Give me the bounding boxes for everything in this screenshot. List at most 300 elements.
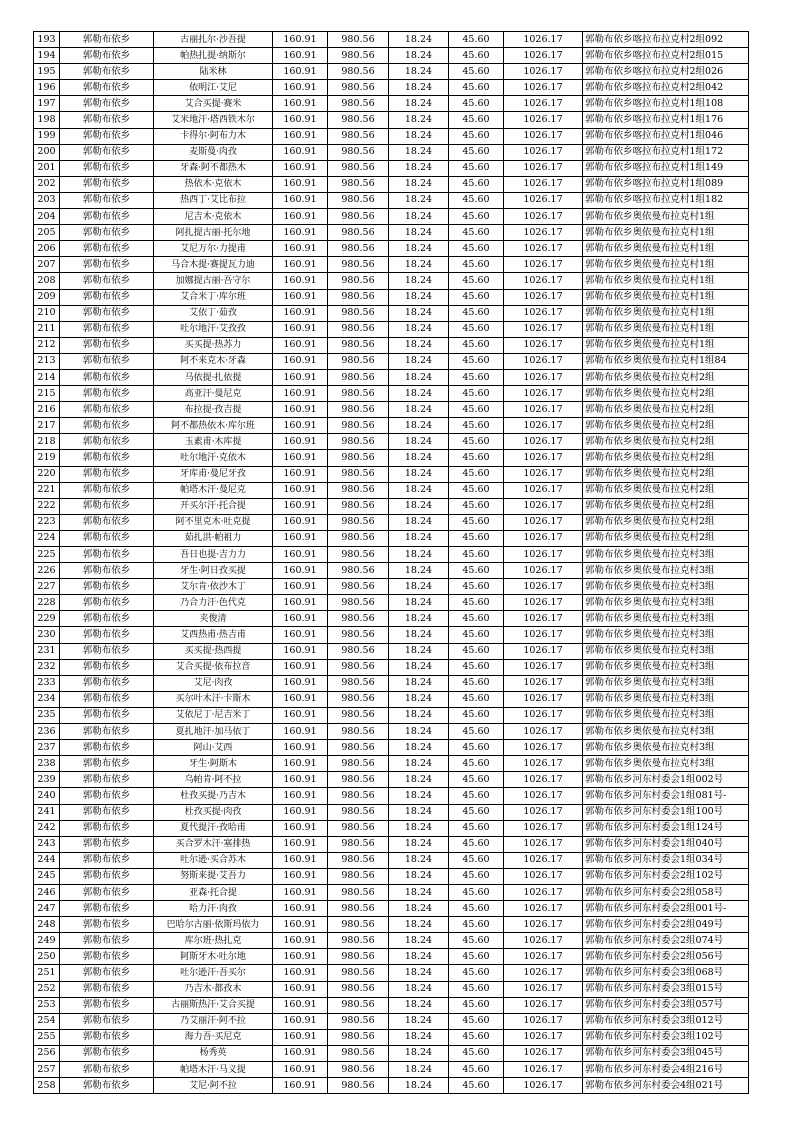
name-cell: 巴哈尔古丽·依斯玛依力 bbox=[154, 917, 273, 933]
value-4-cell: 45.60 bbox=[449, 804, 504, 820]
row-number-cell: 196 bbox=[34, 80, 60, 96]
value-1-cell: 160.91 bbox=[273, 514, 328, 530]
value-2-cell: 980.56 bbox=[328, 48, 389, 64]
township-cell: 郭勒布依乡 bbox=[60, 96, 154, 112]
address-cell: 郭勒布依乡河东村委会2组102号 bbox=[583, 868, 749, 884]
row-number-cell: 241 bbox=[34, 804, 60, 820]
value-4-cell: 45.60 bbox=[449, 611, 504, 627]
table-row bbox=[34, 498, 749, 514]
value-4-cell: 45.60 bbox=[449, 225, 504, 241]
row-number-cell: 226 bbox=[34, 563, 60, 579]
value-2-cell: 980.56 bbox=[328, 965, 389, 981]
table-row bbox=[34, 611, 749, 627]
value-1-cell: 160.91 bbox=[273, 643, 328, 659]
table-row bbox=[34, 530, 749, 546]
value-4-cell: 45.60 bbox=[449, 498, 504, 514]
address-cell: 郭勒布依乡奥依曼布拉克村3组 bbox=[583, 675, 749, 691]
address-cell: 郭勒布依乡河东村委会1组040号 bbox=[583, 836, 749, 852]
value-3-cell: 18.24 bbox=[389, 192, 449, 208]
township-cell: 郭勒布依乡 bbox=[60, 595, 154, 611]
row-number-cell: 245 bbox=[34, 868, 60, 884]
value-2-cell: 980.56 bbox=[328, 1078, 389, 1094]
table-row bbox=[34, 434, 749, 450]
township-cell: 郭勒布依乡 bbox=[60, 160, 154, 176]
total-cell: 1026.17 bbox=[504, 160, 583, 176]
value-3-cell: 18.24 bbox=[389, 498, 449, 514]
township-cell: 郭勒布依乡 bbox=[60, 273, 154, 289]
value-3-cell: 18.24 bbox=[389, 868, 449, 884]
value-1-cell: 160.91 bbox=[273, 64, 328, 80]
township-cell: 郭勒布依乡 bbox=[60, 257, 154, 273]
value-4-cell: 45.60 bbox=[449, 949, 504, 965]
name-cell: 古丽扎尔·沙吾提 bbox=[154, 32, 273, 48]
total-cell: 1026.17 bbox=[504, 321, 583, 337]
table-row bbox=[34, 1029, 749, 1045]
total-cell: 1026.17 bbox=[504, 450, 583, 466]
value-1-cell: 160.91 bbox=[273, 273, 328, 289]
row-number-cell: 249 bbox=[34, 933, 60, 949]
value-4-cell: 45.60 bbox=[449, 547, 504, 563]
value-3-cell: 18.24 bbox=[389, 611, 449, 627]
total-cell: 1026.17 bbox=[504, 611, 583, 627]
total-cell: 1026.17 bbox=[504, 901, 583, 917]
value-4-cell: 45.60 bbox=[449, 369, 504, 385]
name-cell: 茹扎洪·帕祖力 bbox=[154, 530, 273, 546]
township-cell: 郭勒布依乡 bbox=[60, 627, 154, 643]
name-cell: 买尔叶木汗·卡斯木 bbox=[154, 691, 273, 707]
value-2-cell: 980.56 bbox=[328, 659, 389, 675]
name-cell: 艾合买提·依布拉音 bbox=[154, 659, 273, 675]
value-4-cell: 45.60 bbox=[449, 1062, 504, 1078]
name-cell: 艾合买提·赛米 bbox=[154, 96, 273, 112]
value-3-cell: 18.24 bbox=[389, 740, 449, 756]
value-3-cell: 18.24 bbox=[389, 595, 449, 611]
value-4-cell: 45.60 bbox=[449, 450, 504, 466]
table-row bbox=[34, 241, 749, 257]
table-row bbox=[34, 852, 749, 868]
value-1-cell: 160.91 bbox=[273, 144, 328, 160]
row-number-cell: 197 bbox=[34, 96, 60, 112]
total-cell: 1026.17 bbox=[504, 192, 583, 208]
address-cell: 郭勒布依乡奥依曼布拉克村3组 bbox=[583, 595, 749, 611]
name-cell: 阿扎提古丽·托尔地 bbox=[154, 225, 273, 241]
row-number-cell: 205 bbox=[34, 225, 60, 241]
value-2-cell: 980.56 bbox=[328, 80, 389, 96]
table-row bbox=[34, 112, 749, 128]
table-row bbox=[34, 563, 749, 579]
value-4-cell: 45.60 bbox=[449, 96, 504, 112]
value-1-cell: 160.91 bbox=[273, 563, 328, 579]
row-number-cell: 194 bbox=[34, 48, 60, 64]
value-1-cell: 160.91 bbox=[273, 530, 328, 546]
value-1-cell: 160.91 bbox=[273, 595, 328, 611]
value-1-cell: 160.91 bbox=[273, 225, 328, 241]
row-number-cell: 243 bbox=[34, 836, 60, 852]
row-number-cell: 199 bbox=[34, 128, 60, 144]
value-4-cell: 45.60 bbox=[449, 868, 504, 884]
value-2-cell: 980.56 bbox=[328, 353, 389, 369]
township-cell: 郭勒布依乡 bbox=[60, 852, 154, 868]
row-number-cell: 248 bbox=[34, 917, 60, 933]
value-3-cell: 18.24 bbox=[389, 788, 449, 804]
name-cell: 夹俊清 bbox=[154, 611, 273, 627]
township-cell: 郭勒布依乡 bbox=[60, 48, 154, 64]
value-1-cell: 160.91 bbox=[273, 353, 328, 369]
value-2-cell: 980.56 bbox=[328, 788, 389, 804]
value-3-cell: 18.24 bbox=[389, 386, 449, 402]
row-number-cell: 200 bbox=[34, 144, 60, 160]
table-row bbox=[34, 965, 749, 981]
township-cell: 郭勒布依乡 bbox=[60, 547, 154, 563]
value-3-cell: 18.24 bbox=[389, 675, 449, 691]
value-1-cell: 160.91 bbox=[273, 675, 328, 691]
total-cell: 1026.17 bbox=[504, 547, 583, 563]
township-cell: 郭勒布依乡 bbox=[60, 1045, 154, 1061]
value-1-cell: 160.91 bbox=[273, 289, 328, 305]
value-1-cell: 160.91 bbox=[273, 482, 328, 498]
value-4-cell: 45.60 bbox=[449, 1045, 504, 1061]
name-cell: 吐尔逊·买合苏木 bbox=[154, 852, 273, 868]
row-number-cell: 231 bbox=[34, 643, 60, 659]
township-cell: 郭勒布依乡 bbox=[60, 965, 154, 981]
name-cell: 艾依丁·茹孜 bbox=[154, 305, 273, 321]
value-3-cell: 18.24 bbox=[389, 241, 449, 257]
name-cell: 艾合米丁·库尔班 bbox=[154, 289, 273, 305]
row-number-cell: 255 bbox=[34, 1029, 60, 1045]
name-cell: 夏扎地汗·加马依丁 bbox=[154, 724, 273, 740]
address-cell: 郭勒布依乡喀拉布拉克村1组176 bbox=[583, 112, 749, 128]
value-3-cell: 18.24 bbox=[389, 804, 449, 820]
value-4-cell: 45.60 bbox=[449, 852, 504, 868]
township-cell: 郭勒布依乡 bbox=[60, 128, 154, 144]
total-cell: 1026.17 bbox=[504, 1045, 583, 1061]
value-3-cell: 18.24 bbox=[389, 64, 449, 80]
name-cell: 麦斯曼·肉孜 bbox=[154, 144, 273, 160]
address-cell: 郭勒布依乡喀拉布拉克村1组149 bbox=[583, 160, 749, 176]
value-4-cell: 45.60 bbox=[449, 289, 504, 305]
address-cell: 郭勒布依乡河东村委会3组045号 bbox=[583, 1045, 749, 1061]
value-1-cell: 160.91 bbox=[273, 369, 328, 385]
value-4-cell: 45.60 bbox=[449, 144, 504, 160]
township-cell: 郭勒布依乡 bbox=[60, 756, 154, 772]
value-4-cell: 45.60 bbox=[449, 353, 504, 369]
total-cell: 1026.17 bbox=[504, 305, 583, 321]
row-number-cell: 223 bbox=[34, 514, 60, 530]
name-cell: 帕热扎提·纳斯尔 bbox=[154, 48, 273, 64]
value-2-cell: 980.56 bbox=[328, 96, 389, 112]
name-cell: 牙库甫·曼尼牙孜 bbox=[154, 466, 273, 482]
value-3-cell: 18.24 bbox=[389, 724, 449, 740]
table-row bbox=[34, 868, 749, 884]
value-1-cell: 160.91 bbox=[273, 1029, 328, 1045]
total-cell: 1026.17 bbox=[504, 112, 583, 128]
address-cell: 郭勒布依乡喀拉布拉克村1组089 bbox=[583, 176, 749, 192]
table-row bbox=[34, 466, 749, 482]
township-cell: 郭勒布依乡 bbox=[60, 369, 154, 385]
name-cell: 开买尔汗·托合提 bbox=[154, 498, 273, 514]
value-1-cell: 160.91 bbox=[273, 80, 328, 96]
value-4-cell: 45.60 bbox=[449, 917, 504, 933]
name-cell: 帕塔木汗·马义提 bbox=[154, 1062, 273, 1078]
value-4-cell: 45.60 bbox=[449, 836, 504, 852]
township-cell: 郭勒布依乡 bbox=[60, 868, 154, 884]
name-cell: 海力吾·买尼克 bbox=[154, 1029, 273, 1045]
value-3-cell: 18.24 bbox=[389, 1062, 449, 1078]
value-4-cell: 45.60 bbox=[449, 772, 504, 788]
table-row bbox=[34, 547, 749, 563]
total-cell: 1026.17 bbox=[504, 209, 583, 225]
total-cell: 1026.17 bbox=[504, 884, 583, 900]
row-number-cell: 244 bbox=[34, 852, 60, 868]
row-number-cell: 242 bbox=[34, 820, 60, 836]
value-2-cell: 980.56 bbox=[328, 901, 389, 917]
row-number-cell: 210 bbox=[34, 305, 60, 321]
table-row bbox=[34, 128, 749, 144]
township-cell: 郭勒布依乡 bbox=[60, 353, 154, 369]
value-2-cell: 980.56 bbox=[328, 112, 389, 128]
value-3-cell: 18.24 bbox=[389, 965, 449, 981]
total-cell: 1026.17 bbox=[504, 1029, 583, 1045]
table-row bbox=[34, 643, 749, 659]
name-cell: 乃合力汗·色代克 bbox=[154, 595, 273, 611]
value-4-cell: 45.60 bbox=[449, 997, 504, 1013]
table-row bbox=[34, 289, 749, 305]
township-cell: 郭勒布依乡 bbox=[60, 386, 154, 402]
table-row bbox=[34, 595, 749, 611]
total-cell: 1026.17 bbox=[504, 128, 583, 144]
value-1-cell: 160.91 bbox=[273, 965, 328, 981]
row-number-cell: 218 bbox=[34, 434, 60, 450]
value-2-cell: 980.56 bbox=[328, 386, 389, 402]
township-cell: 郭勒布依乡 bbox=[60, 643, 154, 659]
row-number-cell: 221 bbox=[34, 482, 60, 498]
township-cell: 郭勒布依乡 bbox=[60, 321, 154, 337]
value-1-cell: 160.91 bbox=[273, 466, 328, 482]
address-cell: 郭勒布依乡奥依曼布拉克村2组 bbox=[583, 369, 749, 385]
address-cell: 郭勒布依乡喀拉布拉克村1组172 bbox=[583, 144, 749, 160]
table-row bbox=[34, 659, 749, 675]
value-2-cell: 980.56 bbox=[328, 514, 389, 530]
value-1-cell: 160.91 bbox=[273, 611, 328, 627]
row-number-cell: 212 bbox=[34, 337, 60, 353]
name-cell: 高亚汗·曼尼克 bbox=[154, 386, 273, 402]
value-2-cell: 980.56 bbox=[328, 1013, 389, 1029]
total-cell: 1026.17 bbox=[504, 241, 583, 257]
value-1-cell: 160.91 bbox=[273, 402, 328, 418]
table-row bbox=[34, 949, 749, 965]
value-2-cell: 980.56 bbox=[328, 691, 389, 707]
value-3-cell: 18.24 bbox=[389, 884, 449, 900]
total-cell: 1026.17 bbox=[504, 418, 583, 434]
row-number-cell: 230 bbox=[34, 627, 60, 643]
row-number-cell: 233 bbox=[34, 675, 60, 691]
address-cell: 郭勒布依乡河东村委会3组057号 bbox=[583, 997, 749, 1013]
value-4-cell: 45.60 bbox=[449, 514, 504, 530]
value-1-cell: 160.91 bbox=[273, 434, 328, 450]
row-number-cell: 213 bbox=[34, 353, 60, 369]
township-cell: 郭勒布依乡 bbox=[60, 659, 154, 675]
value-1-cell: 160.91 bbox=[273, 997, 328, 1013]
address-cell: 郭勒布依乡奥依曼布拉克村3组 bbox=[583, 547, 749, 563]
address-cell: 郭勒布依乡奥依曼布拉克村1组 bbox=[583, 209, 749, 225]
name-cell: 热西丁·艾比布拉 bbox=[154, 192, 273, 208]
value-3-cell: 18.24 bbox=[389, 691, 449, 707]
name-cell: 乃艾丽汗·阿不拉 bbox=[154, 1013, 273, 1029]
township-cell: 郭勒布依乡 bbox=[60, 788, 154, 804]
row-number-cell: 237 bbox=[34, 740, 60, 756]
row-number-cell: 252 bbox=[34, 981, 60, 997]
name-cell: 阿斯牙木·吐尔地 bbox=[154, 949, 273, 965]
table-body bbox=[34, 32, 749, 1094]
total-cell: 1026.17 bbox=[504, 337, 583, 353]
township-cell: 郭勒布依乡 bbox=[60, 1078, 154, 1094]
township-cell: 郭勒布依乡 bbox=[60, 1029, 154, 1045]
address-cell: 郭勒布依乡河东村委会1组034号 bbox=[583, 852, 749, 868]
value-1-cell: 160.91 bbox=[273, 241, 328, 257]
total-cell: 1026.17 bbox=[504, 579, 583, 595]
value-4-cell: 45.60 bbox=[449, 321, 504, 337]
name-cell: 哈力汗·肉孜 bbox=[154, 901, 273, 917]
value-2-cell: 980.56 bbox=[328, 917, 389, 933]
value-1-cell: 160.91 bbox=[273, 852, 328, 868]
value-4-cell: 45.60 bbox=[449, 659, 504, 675]
value-1-cell: 160.91 bbox=[273, 691, 328, 707]
total-cell: 1026.17 bbox=[504, 257, 583, 273]
total-cell: 1026.17 bbox=[504, 724, 583, 740]
value-3-cell: 18.24 bbox=[389, 820, 449, 836]
value-4-cell: 45.60 bbox=[449, 466, 504, 482]
value-4-cell: 45.60 bbox=[449, 579, 504, 595]
address-cell: 郭勒布依乡河东村委会2组001号- bbox=[583, 901, 749, 917]
total-cell: 1026.17 bbox=[504, 788, 583, 804]
total-cell: 1026.17 bbox=[504, 981, 583, 997]
value-1-cell: 160.91 bbox=[273, 498, 328, 514]
value-3-cell: 18.24 bbox=[389, 1013, 449, 1029]
value-1-cell: 160.91 bbox=[273, 740, 328, 756]
value-3-cell: 18.24 bbox=[389, 353, 449, 369]
value-4-cell: 45.60 bbox=[449, 176, 504, 192]
value-1-cell: 160.91 bbox=[273, 836, 328, 852]
township-cell: 郭勒布依乡 bbox=[60, 466, 154, 482]
name-cell: 艾依尼丁·尼吉米丁 bbox=[154, 707, 273, 723]
table-row bbox=[34, 917, 749, 933]
value-2-cell: 980.56 bbox=[328, 884, 389, 900]
table-row bbox=[34, 756, 749, 772]
address-cell: 郭勒布依乡奥依曼布拉克村2组 bbox=[583, 498, 749, 514]
value-1-cell: 160.91 bbox=[273, 209, 328, 225]
total-cell: 1026.17 bbox=[504, 176, 583, 192]
address-cell: 郭勒布依乡奥依曼布拉克村2组 bbox=[583, 402, 749, 418]
row-number-cell: 211 bbox=[34, 321, 60, 337]
table-row bbox=[34, 820, 749, 836]
name-cell: 牙森·阿不都热木 bbox=[154, 160, 273, 176]
value-3-cell: 18.24 bbox=[389, 80, 449, 96]
value-2-cell: 980.56 bbox=[328, 724, 389, 740]
address-cell: 郭勒布依乡喀拉布拉克村2组092 bbox=[583, 32, 749, 48]
address-cell: 郭勒布依乡河东村委会4组216号 bbox=[583, 1062, 749, 1078]
table-row bbox=[34, 788, 749, 804]
name-cell: 牙生·阿日孜买提 bbox=[154, 563, 273, 579]
address-cell: 郭勒布依乡奥依曼布拉克村2组 bbox=[583, 482, 749, 498]
value-1-cell: 160.91 bbox=[273, 627, 328, 643]
value-3-cell: 18.24 bbox=[389, 917, 449, 933]
address-cell: 郭勒布依乡喀拉布拉克村2组026 bbox=[583, 64, 749, 80]
name-cell: 吐尔逊汗·吾买尔 bbox=[154, 965, 273, 981]
address-cell: 郭勒布依乡奥依曼布拉克村2组 bbox=[583, 386, 749, 402]
row-number-cell: 234 bbox=[34, 691, 60, 707]
value-1-cell: 160.91 bbox=[273, 788, 328, 804]
value-3-cell: 18.24 bbox=[389, 1078, 449, 1094]
table-row bbox=[34, 225, 749, 241]
row-number-cell: 257 bbox=[34, 1062, 60, 1078]
value-2-cell: 980.56 bbox=[328, 305, 389, 321]
value-3-cell: 18.24 bbox=[389, 466, 449, 482]
row-number-cell: 253 bbox=[34, 997, 60, 1013]
township-cell: 郭勒布依乡 bbox=[60, 675, 154, 691]
value-2-cell: 980.56 bbox=[328, 611, 389, 627]
table-row bbox=[34, 1013, 749, 1029]
value-2-cell: 980.56 bbox=[328, 321, 389, 337]
value-4-cell: 45.60 bbox=[449, 434, 504, 450]
table-row bbox=[34, 257, 749, 273]
name-cell: 帕塔木汗·曼尼克 bbox=[154, 482, 273, 498]
table-row bbox=[34, 369, 749, 385]
row-number-cell: 258 bbox=[34, 1078, 60, 1094]
name-cell: 买买提·热西提 bbox=[154, 643, 273, 659]
table-row bbox=[34, 273, 749, 289]
township-cell: 郭勒布依乡 bbox=[60, 820, 154, 836]
value-1-cell: 160.91 bbox=[273, 418, 328, 434]
value-3-cell: 18.24 bbox=[389, 225, 449, 241]
row-number-cell: 240 bbox=[34, 788, 60, 804]
table-row bbox=[34, 933, 749, 949]
value-1-cell: 160.91 bbox=[273, 176, 328, 192]
name-cell: 吾日也提·吉力力 bbox=[154, 547, 273, 563]
table-row bbox=[34, 1078, 749, 1094]
value-4-cell: 45.60 bbox=[449, 563, 504, 579]
value-2-cell: 980.56 bbox=[328, 1045, 389, 1061]
value-3-cell: 18.24 bbox=[389, 756, 449, 772]
value-2-cell: 980.56 bbox=[328, 289, 389, 305]
value-4-cell: 45.60 bbox=[449, 112, 504, 128]
address-cell: 郭勒布依乡喀拉布拉克村1组108 bbox=[583, 96, 749, 112]
address-cell: 郭勒布依乡奥依曼布拉克村1组 bbox=[583, 241, 749, 257]
address-cell: 郭勒布依乡奥依曼布拉克村1组 bbox=[583, 225, 749, 241]
name-cell: 夏代提汗·孜哈甫 bbox=[154, 820, 273, 836]
township-cell: 郭勒布依乡 bbox=[60, 80, 154, 96]
value-3-cell: 18.24 bbox=[389, 32, 449, 48]
row-number-cell: 229 bbox=[34, 611, 60, 627]
address-cell: 郭勒布依乡奥依曼布拉克村1组 bbox=[583, 305, 749, 321]
row-number-cell: 202 bbox=[34, 176, 60, 192]
township-cell: 郭勒布依乡 bbox=[60, 772, 154, 788]
value-3-cell: 18.24 bbox=[389, 337, 449, 353]
name-cell: 牙生·阿斯木 bbox=[154, 756, 273, 772]
township-cell: 郭勒布依乡 bbox=[60, 1013, 154, 1029]
value-4-cell: 45.60 bbox=[449, 1029, 504, 1045]
table-row bbox=[34, 1062, 749, 1078]
total-cell: 1026.17 bbox=[504, 917, 583, 933]
row-number-cell: 216 bbox=[34, 402, 60, 418]
row-number-cell: 220 bbox=[34, 466, 60, 482]
value-3-cell: 18.24 bbox=[389, 160, 449, 176]
value-1-cell: 160.91 bbox=[273, 321, 328, 337]
name-cell: 玉素甫·木库提 bbox=[154, 434, 273, 450]
row-number-cell: 206 bbox=[34, 241, 60, 257]
value-1-cell: 160.91 bbox=[273, 386, 328, 402]
township-cell: 郭勒布依乡 bbox=[60, 917, 154, 933]
row-number-cell: 201 bbox=[34, 160, 60, 176]
